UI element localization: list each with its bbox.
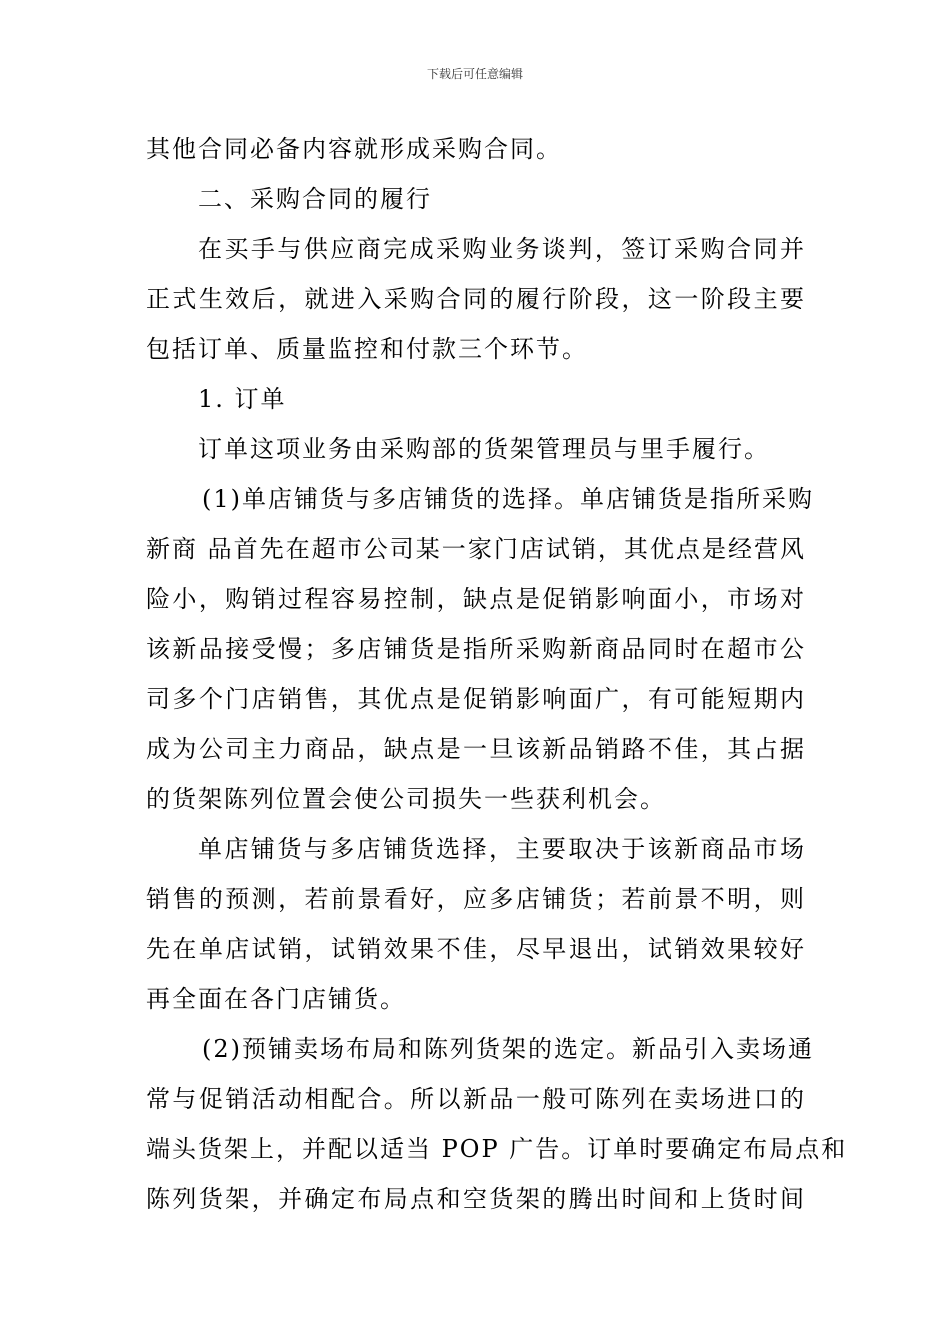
section-heading: 二、采购合同的履行 — [198, 185, 432, 213]
text-line: (2)预铺卖场布局和陈列货架的选定。新品引入卖场通 — [202, 1035, 814, 1063]
text-line: 销售的预测，若前景看好，应多店铺货；若前景不明，则 — [146, 885, 806, 913]
text-line: (1)单店铺货与多店铺货的选择。单店铺货是指所采购 — [202, 485, 814, 513]
text-line: 订单这项业务由采购部的货架管理员与里手履行。 — [198, 435, 770, 463]
text-line: 司多个门店销售，其优点是促销影响面广，有可能短期内 — [146, 685, 806, 713]
text-line: 陈列货架，并确定布局点和空货架的腾出时间和上货时间 — [146, 1185, 806, 1213]
page-header: 下载后可任意编辑 — [426, 67, 523, 81]
subsection-heading: 1. 订单 — [198, 385, 287, 413]
text-line: 的货架陈列位置会使公司损失一些获利机会。 — [146, 785, 666, 813]
text-line: 常与促销活动相配合。所以新品一般可陈列在卖场进口的 — [146, 1085, 806, 1113]
text-line: 在买手与供应商完成采购业务谈判，签订采购合同并 — [198, 235, 806, 263]
text-line: 再全面在各门店铺货。 — [146, 985, 406, 1013]
text-line: 险小，购销过程容易控制，缺点是促销影响面小，市场对 — [146, 585, 806, 613]
text-line: 正式生效后，就进入采购合同的履行阶段，这一阶段主要 — [146, 285, 806, 313]
text-line: 先在单店试销，试销效果不佳，尽早退出，试销效果较好 — [146, 935, 806, 963]
text-line: 端头货架上，并配以适当 POP 广告。订单时要确定布局点和 — [146, 1135, 848, 1163]
document-body — [146, 124, 848, 1224]
text-line: 成为公司主力商品，缺点是一旦该新品销路不佳，其占据 — [146, 735, 806, 763]
text-line: 该新品接受慢；多店铺货是指所采购新商品同时在超市公 — [146, 635, 806, 663]
text-line: 单店铺货与多店铺货选择，主要取决于该新商品市场 — [198, 835, 806, 863]
text-line: 其他合同必备内容就形成采购合同。 — [146, 135, 562, 163]
text-line: 包括订单、质量监控和付款三个环节。 — [146, 335, 588, 363]
text-line: 新商 品首先在超市公司某一家门店试销，其优点是经营风 — [146, 535, 806, 563]
